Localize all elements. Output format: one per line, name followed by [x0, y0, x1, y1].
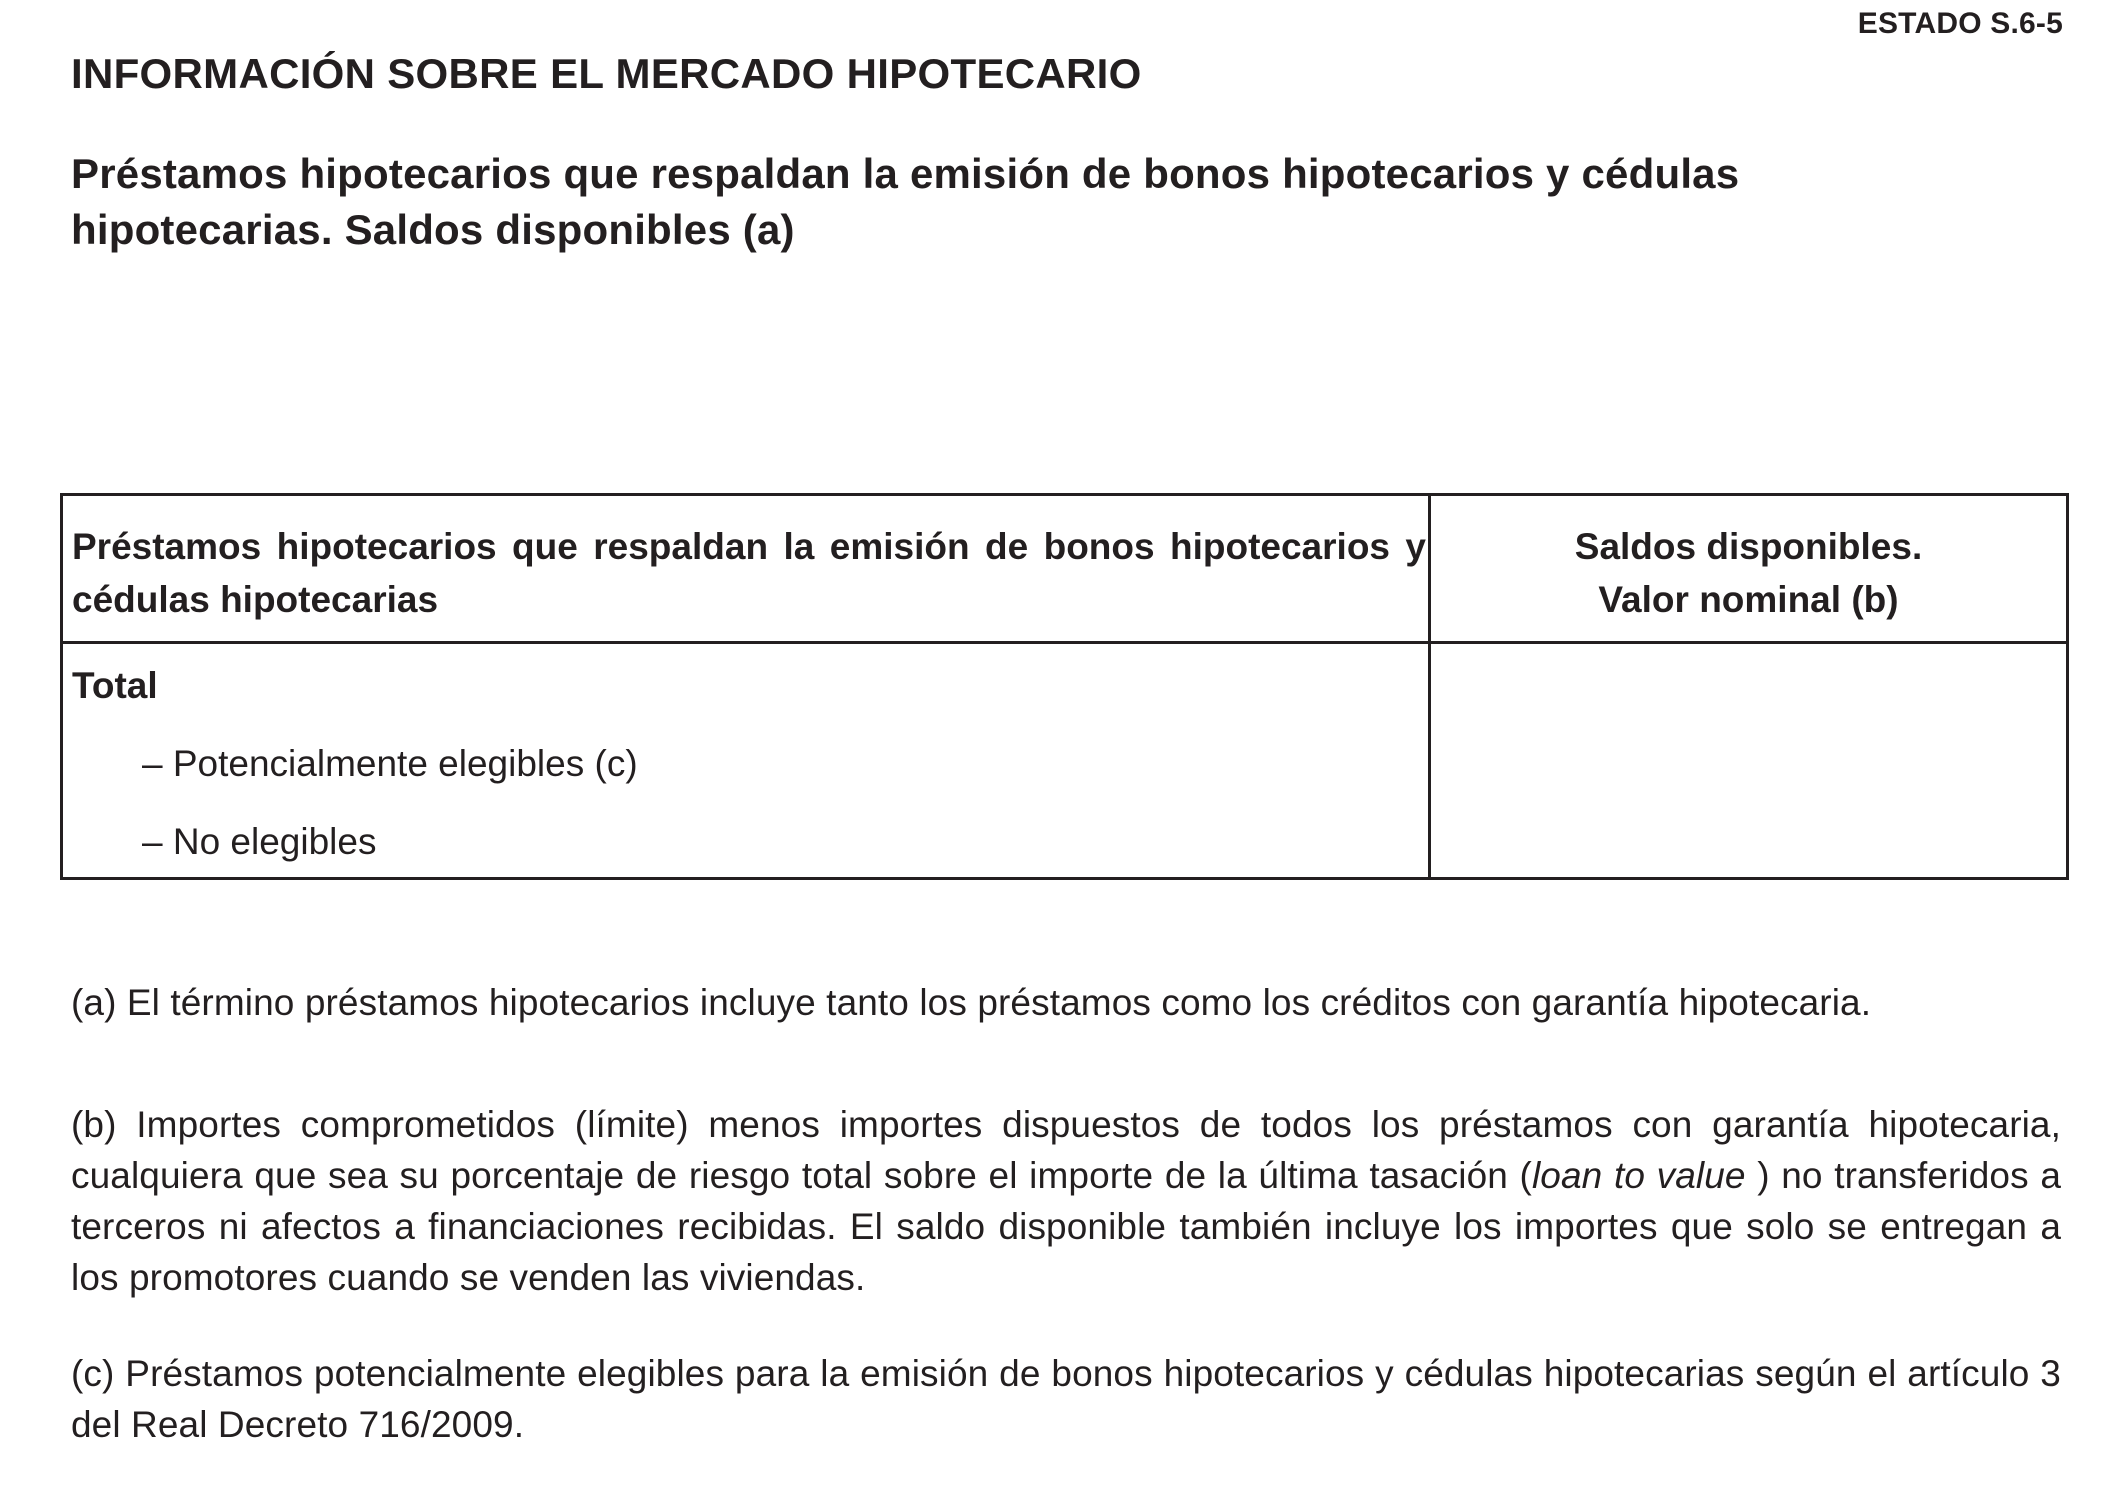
footnote-b [71, 1099, 2061, 1303]
footnote-c: (c) Préstamos potencialmente elegibles para la emisión de bonos hipotecarios y cédulas hipotecarias según el artículo 3 del Real Decreto 716/2009. [71, 1353, 2061, 1445]
column-header-balances-line2: Valor nominal (b) [1598, 579, 1899, 620]
footnote-b-part1: (b) Importes comprometidos (límite) menos importes dispuestos de todos los préstamos con garantía hipotecaria, cualquiera que sea su porcentaje de riesgo total sobre el importe de la última tasación ( [71, 1104, 2061, 1196]
footnote-a: (a) El término préstamos hipotecarios incluye tanto los préstamos como los créditos con garantía hipotecaria. [71, 982, 1872, 1023]
form-code: ESTADO S.6-5 [1857, 7, 2063, 40]
column-header-balances-line1: Saldos disponibles. [1574, 526, 1923, 567]
page-title: INFORMACIÓN SOBRE EL MERCADO HIPOTECARIO [71, 50, 1142, 97]
table-body-row [62, 643, 2068, 879]
footnote-b-italic: loan to value [1531, 1155, 1746, 1196]
row-label-total: Total [72, 665, 158, 706]
mortgage-balances-table [60, 493, 2069, 880]
row-label-eligible: – Potencialmente elegibles (c) [142, 743, 638, 784]
column-header-balances [1430, 495, 2068, 643]
balances-value-cell [1430, 643, 2068, 879]
table-header-row [62, 495, 2068, 643]
column-header-loans: Préstamos hipotecarios que respaldan la emisión de bonos hipotecarios y cédulas hipotecarias [62, 495, 1430, 643]
table-subtitle: Préstamos hipotecarios que respaldan la emisión de bonos hipotecarios y cédulas hipotecarias. Saldos disponibles (a) [71, 150, 1740, 253]
row-label-not-eligible: – No elegibles [142, 821, 377, 862]
footnote-b-part2: ) no transferidos a terceros ni afectos a financiaciones recibidas. El saldo disponible también incluye los importes que solo se entregan a los promotores cuando se venden las viviendas. [71, 1155, 2062, 1298]
row-labels-cell [62, 643, 1430, 879]
